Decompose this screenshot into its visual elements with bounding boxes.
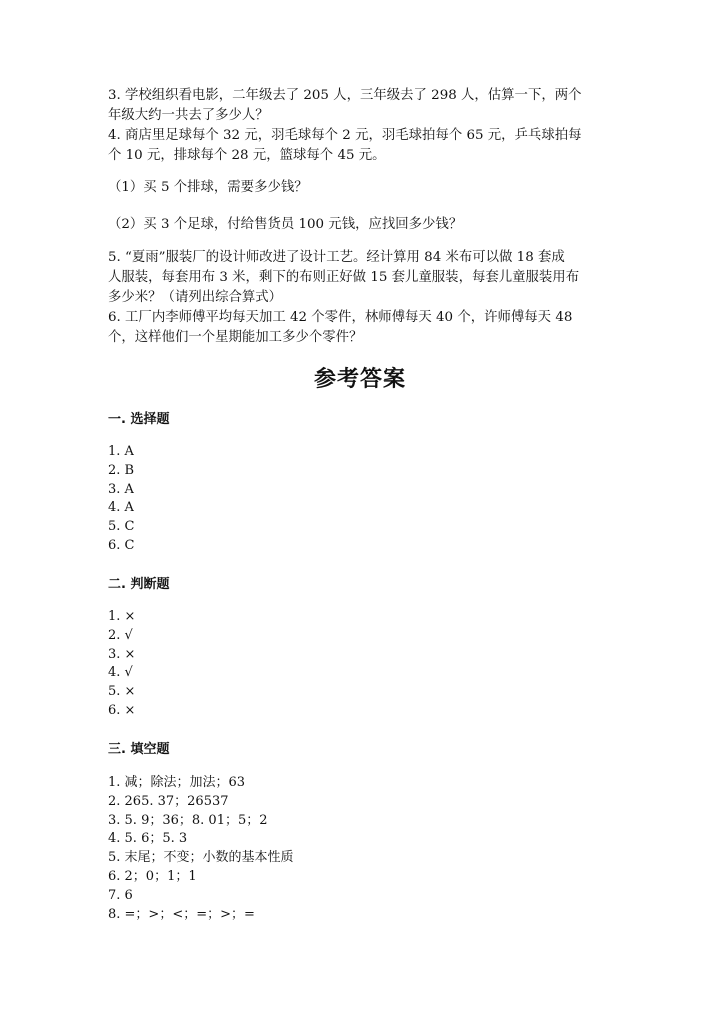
- problem-4-line-1: 4. 商店里足球每个 32 元，羽毛球每个 2 元，羽毛球拍每个 65 元，乒乓球拍每: [108, 128, 582, 143]
- problem-block-lower: [108, 248, 613, 348]
- list-item: 5. C: [108, 519, 135, 535]
- problem-4-question-2: （2）买 3 个足球，付给售货员 100 元钱，应找回多少钱？: [108, 217, 463, 232]
- problem-5-line-1: 5. “夏雨”服装厂的设计师改进了设计工艺。经计算用 84 米布可以做 18 套成: [108, 250, 565, 265]
- list-item: 5. 末尾；不变；小数的基本性质: [108, 850, 294, 866]
- fill-answers: [108, 774, 294, 924]
- problem-4-line-2: 个 10 元，排球每个 28 元，篮球每个 45 元。: [108, 148, 386, 163]
- list-item: 4. 5. 6；5. 3: [108, 831, 188, 847]
- problem-6-line-1: 6. 工厂内李师傅平均每天加工 42 个零件，林师傅每天 40 个，许师傅每天 48: [108, 310, 573, 325]
- problem-6-line-2: 个，这样他们一个星期能加工多少个零件？: [108, 330, 363, 345]
- list-item: 6. C: [108, 537, 135, 553]
- list-item: 3. A: [108, 481, 134, 497]
- list-item: 5. ×: [108, 684, 136, 700]
- list-item: 4. A: [108, 500, 134, 516]
- section-title-judge: 二. 判断题: [108, 577, 170, 592]
- problem-5-line-3: 多少米？（请列出综合算式）: [108, 290, 283, 305]
- list-item: 1. ×: [108, 609, 136, 624]
- problem-3-line-1: 3. 学校组织看电影，二年级去了 205 人，三年级去了 298 人，估算一下，两个: [108, 88, 582, 103]
- list-item: 6. ×: [108, 702, 136, 718]
- problem-5-line-2: 人服装，每套用布 3 米，剩下的布则正好做 15 套儿童服装，每套儿童服装用布: [108, 270, 580, 285]
- list-item: 2. B: [108, 462, 135, 478]
- judge-answers: [108, 608, 135, 721]
- list-item: 1. 减；除法；加法；63: [108, 775, 246, 790]
- choice-answers: [108, 443, 134, 556]
- list-item: 4. √: [108, 665, 133, 681]
- list-item: 7. 6: [108, 887, 133, 903]
- list-item: 8. =；>；<；=；>；=: [108, 906, 255, 922]
- problem-3-line-2: 年级大约一共去了多少人？: [108, 108, 269, 123]
- section-title-choice: 一. 选择题: [108, 412, 170, 427]
- list-item: 2. 265. 37；26537: [108, 793, 229, 809]
- list-item: 1. A: [108, 444, 134, 459]
- list-item: 2. √: [108, 627, 133, 643]
- list-item: 3. ×: [108, 646, 136, 662]
- section-title-fill: 三. 填空题: [108, 742, 170, 757]
- answers-title: 参考答案: [313, 366, 406, 392]
- problem-4-question-1: （1）买 5 个排球，需要多少钱？: [108, 180, 308, 195]
- problem-block: [108, 86, 613, 166]
- list-item: 3. 5. 9；36；8. 01；5；2: [108, 812, 268, 828]
- list-item: 6. 2；0；1；1: [108, 868, 197, 884]
